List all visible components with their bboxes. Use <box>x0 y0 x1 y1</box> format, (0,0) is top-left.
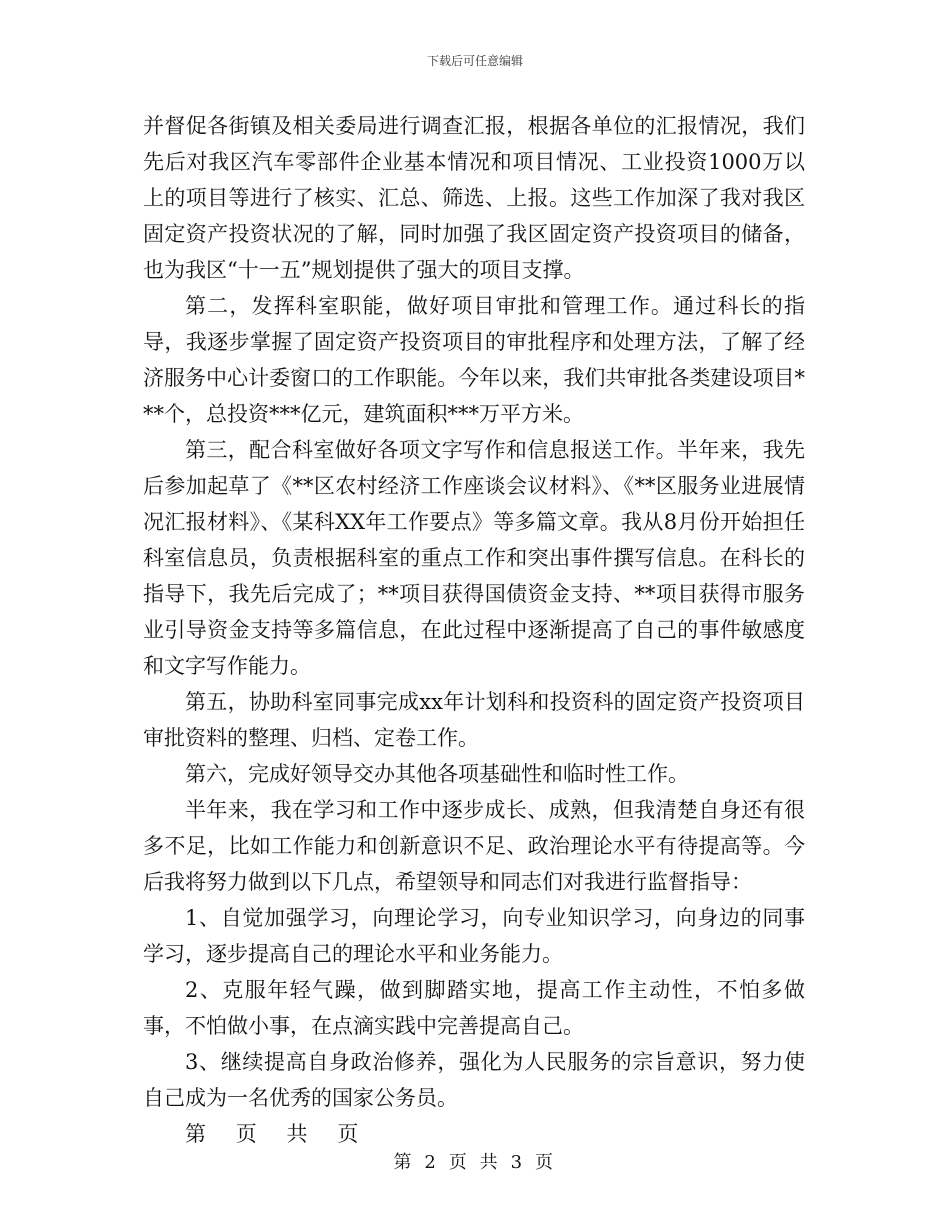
paragraph-point-2: 2、克服年轻气躁，做到脚踏实地，提高工作主动性，不怕多做事，不怕做小事，在点滴实践中完善提高自己。 <box>143 978 805 1038</box>
paragraph-second: 第二，发挥科室职能，做好项目审批和管理工作。通过科长的指导，我逐步掌握了固定资产投资项目的审批程序和处理方法，了解了经济服务中心计委窗口的工作职能。今年以来，我们共审批各类建设项目***个，总投资***亿元，建筑面积***万平方米。 <box>143 294 805 426</box>
paragraph-summary: 半年来，我在学习和工作中逐步成长、成熟，但我清楚自身还有很多不足，比如工作能力和创新意识不足、政治理论水平有待提高等。今后我将努力做到以下几点，希望领导和同志们对我进行监督指导： <box>143 798 805 894</box>
paragraph-point-1: 1、自觉加强学习，向理论学习，向专业知识学习，向身边的同事学习，逐步提高自己的理论水平和业务能力。 <box>143 906 805 966</box>
paragraph-fifth: 第五，协助科室同事完成xx年计划科和投资科的固定资产投资项目审批资料的整理、归档、定卷工作。 <box>143 690 805 750</box>
page-header-note: 下载后可任意编辑 <box>426 54 523 68</box>
paragraph-point-3: 3、继续提高自身政治修养，强化为人民服务的宗旨意识，努力使自己成为一名优秀的国家公务员。 <box>143 1050 805 1110</box>
inline-page-marker: 第 页 共 页 <box>185 1122 365 1146</box>
paragraph-third: 第三，配合科室做好各项文字写作和信息报送工作。半年来，我先后参加起草了《**区农村经济工作座谈会议材料》、《**区服务业进展情况汇报材料》、《某科XX年工作要点》等多篇文章。我从8月份开始担任科室信息员，负责根据科室的重点工作和突出事件撰写信息。在科长的指导下，我先后完成了；**项目获得国债资金支持、**项目获得市服务业引导资金支持等多篇信息，在此过程中逐渐提高了自己的事件敏感度和文字写作能力。 <box>143 438 805 678</box>
document-body <box>143 108 805 1152</box>
page-footer-number: 第 2 页 共 3 页 <box>393 1152 557 1173</box>
paragraph-sixth: 第六，完成好领导交办其他各项基础性和临时性工作。 <box>185 762 689 786</box>
paragraph-continuation: 并督促各街镇及相关委局进行调查汇报，根据各单位的汇报情况，我们先后对我区汽车零部件企业基本情况和项目情况、工业投资1000万以上的项目等进行了核实、汇总、筛选、上报。这些工作加深了我对我区固定资产投资状况的了解，同时加强了我区固定资产投资项目的储备，也为我区“十一五”规划提供了强大的项目支撑。 <box>143 114 805 282</box>
